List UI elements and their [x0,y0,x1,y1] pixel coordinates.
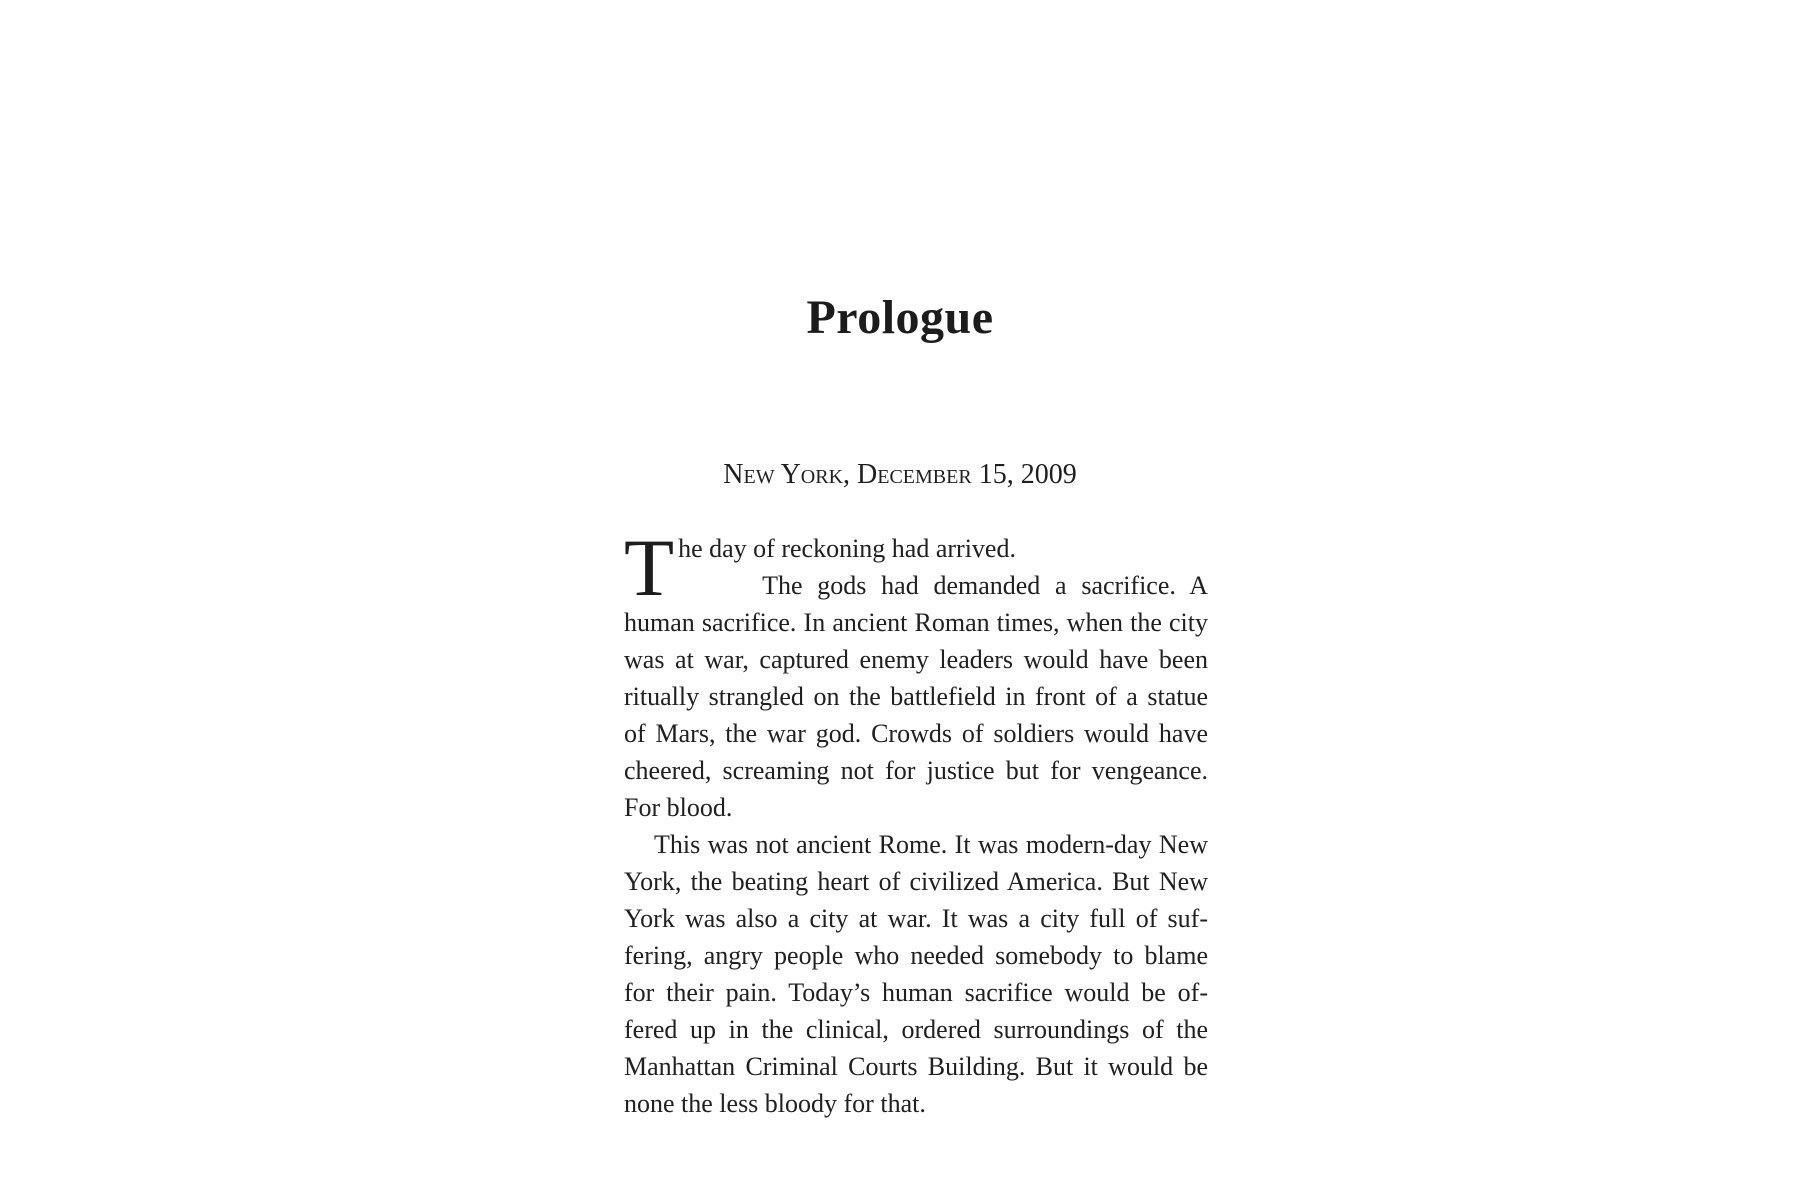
paragraph-3: This was not ancient Rome. It was modern-day New York, the beating heart of civilized America. But New York was also a city at war. It was a city full of suffering, angry people who needed somebody to blame for their pain. Today’s human sacrifice would be offered up in the clinical, ordered surroundings of the Manhattan Criminal Courts Building. But it would be none the less bloody for that. [624,830,1208,1118]
paragraph-1 [624,522,1208,613]
chapter-title: Prologue [806,291,994,344]
drop-cap: T [624,522,675,613]
dateline: New York, December 15, 2009 [723,459,1077,490]
paragraph-1-text: he day of reckoning had arrived. [678,534,1016,563]
paragraph-2: The gods had demanded a sacrifice. A human sacrifice. In ancient Roman times, when the city was at war, captured enemy leaders would have been ritually strangled on the battlefield in front of a statue of Mars, the war god. Crowds of soldiers would have cheered, screaming not for justice but for vengeance. For blood. [624,571,1208,822]
chapter-body [624,522,1208,1122]
